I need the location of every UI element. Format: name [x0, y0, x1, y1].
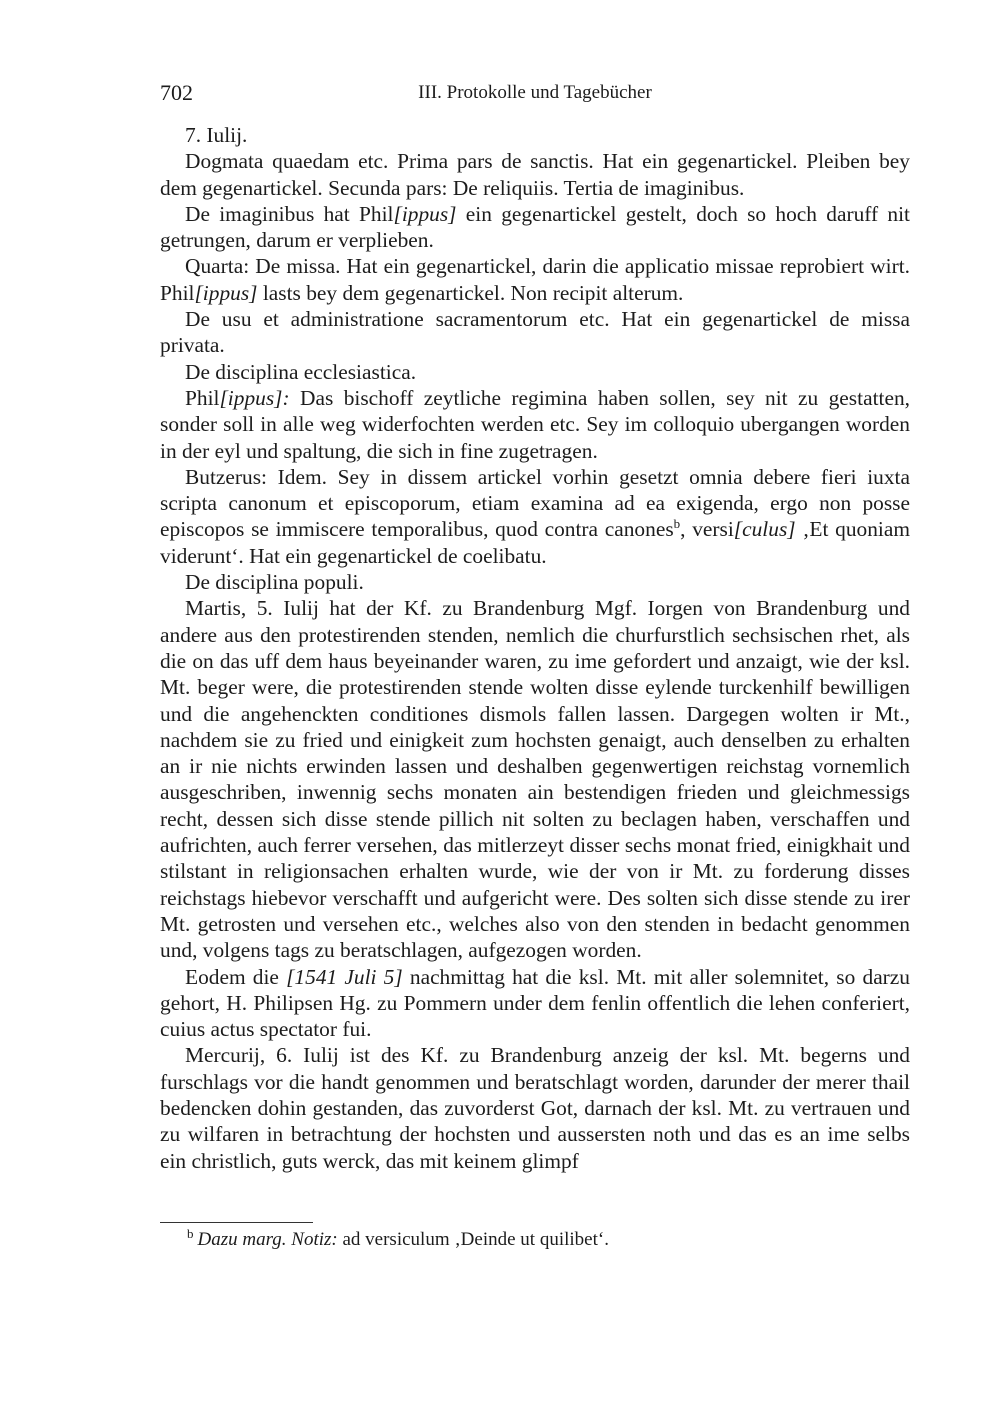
footnote-rule — [160, 1222, 313, 1223]
editorial-italic-text: [culus] — [733, 517, 796, 542]
text-segment: Butzerus: Idem. Sey in dissem artickel vorhin gesetzt omnia debere fieri iuxta scripta canonum et episcoporum, etiam examina ad ea exigenda, ergo non posse episcopos se immiscere temporalibus, quod contra canones — [160, 464, 910, 542]
page-number: 702 — [160, 80, 193, 105]
footnote-marker: b — [187, 1226, 194, 1241]
text-segment: ad versiculum ‚Deinde ut quilibet‘. — [337, 1229, 609, 1250]
text-segment: lasts bey dem gegenartickel. Non recipit alterum. — [257, 280, 684, 305]
text-segment: Eodem die — [185, 964, 287, 989]
text-segment: Dogmata quaedam etc. Prima pars de sanctis. Hat ein gegenartickel. Pleiben bey dem gegenartickel. Secunda pars: De reliquiis. Tertia de imaginibus. — [160, 149, 910, 200]
footnote — [160, 1228, 910, 1253]
editorial-italic-text: [ippus] — [393, 201, 457, 226]
editorial-italic-text: [1541 Juli 5] — [286, 964, 403, 989]
paragraph — [160, 595, 910, 963]
editorial-italic-text: Dazu marg. Notiz: — [197, 1229, 338, 1250]
text-segment: De usu et administratione sacramentorum etc. Hat ein gegenartickel de missa privata. — [160, 307, 910, 358]
paragraph — [160, 464, 910, 569]
paragraph — [160, 201, 910, 254]
paragraph — [160, 1042, 910, 1173]
text-segment: , versi — [680, 517, 734, 542]
paragraph — [160, 964, 910, 1043]
text-segment: Mercurij, 6. Iulij ist des Kf. zu Brandenburg anzeig der ksl. Mt. begerns und furschlags vor die handt genommen und beratschlagt worden, darunder der merer thail bedencken dohin gestanden, das zuvorderst Got, darnach der ksl. Mt. zu vertrauen und zu wilfaren in betrachtung der hochsten und aussersten noth und das es an ime selbs ein christlich, guts werck, das mit keinem glimpf — [160, 1043, 910, 1173]
text-segment: 7. Iulij. — [185, 123, 248, 147]
text-segment: nachmittag hat die ksl. Mt. mit aller solemnitet, so darzu gehort, H. Philipsen Hg. zu Pommern under dem fenlin offentlich die lehen conferiert, cuius actus spectator fui. — [160, 964, 910, 1042]
paragraph — [160, 306, 910, 359]
text-segment: Phil — [185, 385, 220, 410]
text-segment: ‚Et quoniam viderunt‘. Hat ein gegenartickel de coelibatu. — [160, 517, 911, 568]
text-segment: Das bischoff zeytliche regimina haben sollen, sey nit zu gestatten, sonder soll in alle weg widerfochten werden etc. Sey im colloquio ubergangen worden in der eyl und spaltung, die sich in fine zugetragen. — [160, 385, 910, 463]
editorial-italic-text: [ippus] — [194, 280, 258, 305]
footnote-reference: b — [673, 516, 681, 532]
paragraph — [160, 122, 910, 148]
paragraph — [160, 569, 910, 595]
paragraph — [160, 385, 910, 464]
text-segment: De imaginibus hat Phil — [185, 201, 394, 226]
body-text — [160, 122, 910, 1174]
text-segment: Martis, 5. Iulij hat der Kf. zu Brandenburg Mgf. Iorgen von Brandenburg und andere aus den protestirenden stenden, nemlich die churfurstlich sechsischen rhet, als die on das uff dem haus beyeinander waren, zu ime gefordert und anzaigt, wie der ksl. Mt. beger were, die protestirenden stende wolten disse eylende turckenhilf bewilligen und die angehenckten conditiones dismols fallen lassen. Dargegen wolten ir Mt., nachdem sie zu fried und einigkeit zum hochsten genaigt, auch denselben zu erhalten an ir nie nichts erwinden lassen und deshalben gegenwertigen reichstag vornemlich ausgeschriben, inwennig sechs monaten ain bestendigen frieden und gleichmessigs recht, dessen sich disse stende pillich nit solten zu beclagen haben, verschaffen und aufrichten, auch ferrer versehen, das mitlerzeyt disser sechs monat fried, einigkhait und stilstant in religionsachen erhalten wurde, wie der von ir Mt. zu forderung disses reichstags hiebevor verschafft und aufgericht were. Des solten sich disse stende zu irer Mt. getrosten und versehen etc., welches also von den stenden in bedacht genommen und, volgens tags zu beratschlagen, aufgezogen worden. — [160, 596, 910, 963]
paragraph — [160, 359, 910, 385]
running-title: III. Protokolle und Tagebücher — [418, 82, 652, 103]
paragraph — [160, 148, 910, 201]
footnote-text — [198, 1229, 609, 1250]
text-segment: Quarta: De missa. Hat ein gegenartickel, darin die applicatio missae reprobiert wirt. Phil — [160, 254, 910, 305]
text-segment: De disciplina populi. — [185, 570, 364, 595]
text-segment: ein gegenartickel gestelt, doch so hoch daruff nit getrungen, darum er verplieben. — [160, 201, 910, 253]
text-segment: De disciplina ecclesiastica. — [185, 359, 417, 384]
page-header — [160, 80, 910, 108]
paragraph — [160, 253, 910, 306]
editorial-italic-text: [ippus]: — [219, 385, 290, 410]
